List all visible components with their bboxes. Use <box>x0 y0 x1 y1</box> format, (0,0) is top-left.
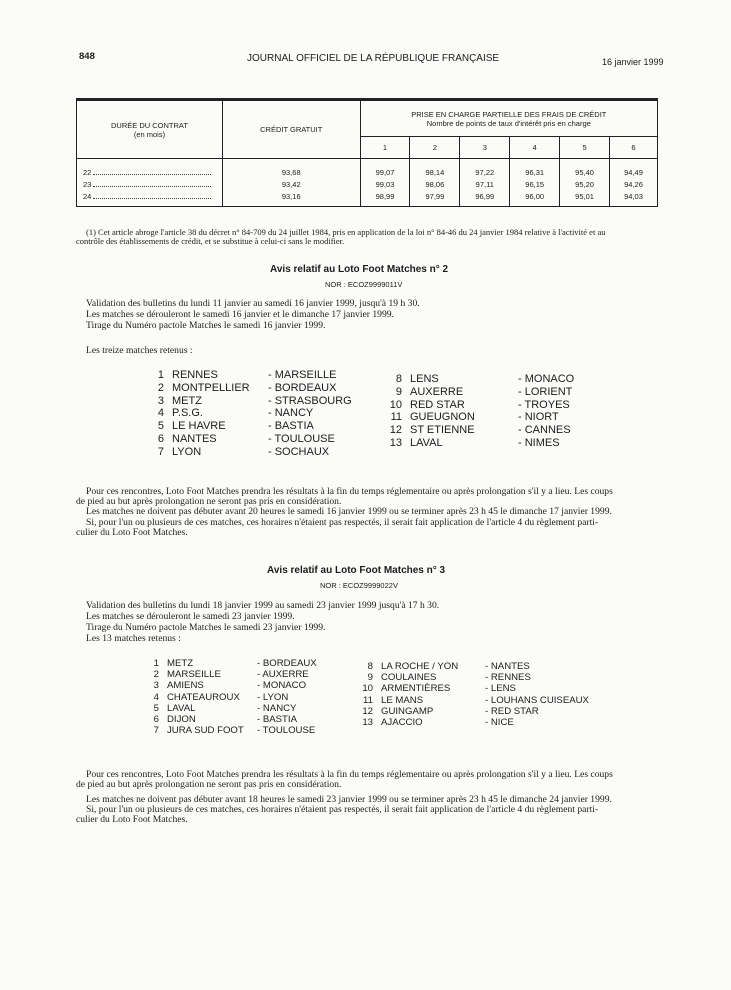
row-value: 95,20 <box>575 180 594 189</box>
match-away-team: - LYON <box>257 691 289 703</box>
avis3-closing-2: de pied au but après prolongation ne seront pas pris en considération. <box>76 779 342 790</box>
match-home-team: RENNES <box>172 369 218 381</box>
match-row <box>362 672 589 683</box>
match-row <box>380 386 574 399</box>
match-row <box>150 725 317 736</box>
match-away-team: - NANCY <box>257 702 297 714</box>
match-away-team: - AUXERRE <box>257 669 309 681</box>
avis3-line-3: Tirage du Numéro pactole Matches le samedi 23 janvier 1999. <box>86 622 326 633</box>
match-row <box>150 658 317 669</box>
match-number: 2 <box>153 669 159 681</box>
match-number: 9 <box>395 385 402 398</box>
avis2-matches-right <box>380 373 574 450</box>
avis2-closing-2: de pied au but après prolongation ne seront pas pris en considération. <box>76 496 342 507</box>
match-number: 1 <box>157 369 164 381</box>
table-row-label <box>77 179 222 191</box>
leader-dots <box>93 168 211 175</box>
avis2-closing-5: culier du Loto Foot Matches. <box>76 527 188 538</box>
match-away-team: - MONACO <box>518 373 575 385</box>
row-value: 99,03 <box>375 180 395 189</box>
match-home-team: GUEUGNON <box>410 411 475 424</box>
point-col-header: 5 <box>560 137 610 159</box>
match-number: 12 <box>362 705 373 717</box>
match-away-team: - STRASBOURG <box>268 394 352 407</box>
avis3-closing-4: Si, pour l'un ou plusieurs de ces matches, ces horaires n'étaient pas respectés, il serait fait application de l'article 4 du règlement parti- <box>86 804 599 815</box>
match-away-team: - MONACO <box>257 680 307 692</box>
match-row <box>362 717 589 728</box>
match-row <box>150 369 352 382</box>
avis2-retenus: Les treize matches retenus : <box>86 345 193 356</box>
match-away-team: - MARSEILLE <box>268 369 337 381</box>
match-number: 13 <box>362 717 373 729</box>
header-prise-label: PRISE EN CHARGE PARTIELLE DES FRAIS DE CRÉDIT <box>411 109 607 119</box>
header-duree-sub: (en mois) <box>133 129 166 139</box>
footnote-line-1: (1) Cet article abroge l'article 38 du décret n° 84-709 du 24 juillet 1984, pris en application de la loi n° 84-46 du 24 janvier 1984 relative à l'activité et au <box>86 227 606 237</box>
row-duration: 22 <box>83 168 92 177</box>
match-home-team: AJACCIO <box>381 717 423 729</box>
match-number: 10 <box>389 398 402 411</box>
duree-cell <box>77 159 223 207</box>
match-number: 4 <box>153 691 159 703</box>
match-home-team: NANTES <box>172 432 217 445</box>
avis3-matches-left <box>150 658 317 736</box>
point-col-cell <box>360 159 410 207</box>
credit-cell <box>222 159 360 207</box>
match-away-team: - CANNES <box>518 424 571 437</box>
match-number: 7 <box>153 725 159 737</box>
match-home-team: LE HAVRE <box>172 420 226 433</box>
avis3-closing-5: culier du Loto Foot Matches. <box>76 814 188 825</box>
match-home-team: LYON <box>172 445 202 458</box>
match-home-team: ARMENTIÈRES <box>381 683 451 695</box>
row-credit: 93,16 <box>281 192 301 201</box>
header-date: 16 janvier 1999 <box>602 57 664 67</box>
row-value: 98,14 <box>425 168 445 177</box>
match-home-team: METZ <box>172 394 202 407</box>
point-col-cell <box>560 159 610 207</box>
match-row <box>362 695 589 706</box>
match-away-team: - NANTES <box>485 661 530 672</box>
header-prise-sub: Nombre de points de taux d'intérêt pris en charge <box>426 118 591 128</box>
match-away-team: - TOULOUSE <box>257 725 316 737</box>
match-home-team: AMIENS <box>167 680 204 692</box>
match-home-team: GUINGAMP <box>381 705 434 717</box>
row-value: 98,99 <box>375 192 395 201</box>
avis3-line-4: Les 13 matches retenus : <box>86 633 181 644</box>
match-away-team: - RED STAR <box>485 705 539 717</box>
match-row <box>380 373 574 386</box>
avis3-nor: NOR : ECOZ9999022V <box>320 581 398 590</box>
point-col-cell <box>460 159 510 207</box>
row-value: 94,49 <box>624 168 643 177</box>
match-row <box>150 395 352 408</box>
row-value: 97,22 <box>475 168 495 177</box>
table-row-label <box>77 191 222 203</box>
match-row <box>362 706 589 717</box>
point-col-header: 4 <box>510 137 560 159</box>
avis3-line-2: Les matches se dérouleront le samedi 23 janvier 1999. <box>86 611 295 622</box>
table-row-label <box>77 167 222 179</box>
avis3-line-1: Validation des bulletins du lundi 18 janvier 1999 au samedi 23 janvier 1999 jusqu'à 17 h 30. <box>86 600 440 611</box>
match-row <box>150 714 317 725</box>
point-col-cell <box>610 159 658 207</box>
match-number: 3 <box>157 394 164 407</box>
match-home-team: JURA SUD FOOT <box>167 725 244 737</box>
header-duree <box>77 101 223 159</box>
row-value: 96,15 <box>525 180 545 189</box>
match-home-team: LAVAL <box>167 702 196 714</box>
match-home-team: CHATEAUROUX <box>167 691 240 703</box>
avis2-closing-1: Pour ces rencontres, Loto Foot Matches prendra les résultats à la fin du temps réglementaire ou après prolongation s'il y a lieu. Les coups <box>86 486 613 497</box>
row-value: 96,00 <box>525 192 545 201</box>
row-value: 96,31 <box>525 168 545 177</box>
match-row <box>150 420 352 433</box>
point-col-header: 3 <box>460 137 510 159</box>
match-row <box>380 399 574 412</box>
row-value: 94,03 <box>624 192 643 201</box>
match-row <box>362 683 589 694</box>
row-value: 96,99 <box>475 192 495 201</box>
match-home-team: LE MANS <box>381 694 424 706</box>
point-col-cell <box>410 159 460 207</box>
avis2-line-3: Tirage du Numéro pactole Matches le samedi 16 janvier 1999. <box>86 320 326 331</box>
avis2-line-2: Les matches se dérouleront le samedi 16 janvier et le dimanche 17 janvier 1999. <box>86 309 394 320</box>
match-row <box>380 437 574 450</box>
avis2-line-1: Validation des bulletins du lundi 11 janvier au samedi 16 janvier 1999, jusqu'à 19 h 30. <box>86 298 420 309</box>
match-row <box>362 661 589 672</box>
avis2-closing-3: Les matches ne doivent pas débuter avant 20 heures le samedi 16 janvier 1999 ou se terminer après 23 h 45 le dimanche 17 janvier 1999. <box>86 506 612 517</box>
avis3-closing-1: Pour ces rencontres, Loto Foot Matches prendra les résultats à la fin du temps réglementaire ou après prolongation s'il y a lieu. Les coups <box>86 769 613 780</box>
point-col-header: 6 <box>610 137 658 159</box>
match-home-team: MONTPELLIER <box>172 381 250 394</box>
match-home-team: RED STAR <box>410 398 465 411</box>
row-value: 98,06 <box>425 180 445 189</box>
credit-table <box>76 100 658 207</box>
match-row <box>150 382 352 395</box>
match-away-team: - BASTIA <box>257 714 297 726</box>
avis3-closing-3: Les matches ne doivent pas débuter avant 18 heures le samedi 23 janvier 1999 ou se terminer après 23 h 45 le dimanche 24 janvier 1999. <box>86 794 612 805</box>
match-number: 11 <box>363 694 373 706</box>
match-row <box>150 680 317 691</box>
row-duration: 23 <box>83 180 92 189</box>
match-row <box>150 407 352 420</box>
match-away-team: - TOULOUSE <box>268 432 335 445</box>
avis2-title: Avis relatif au Loto Foot Matches n° 2 <box>270 264 449 275</box>
match-number: 2 <box>157 381 164 394</box>
match-away-team: - LENS <box>485 683 516 695</box>
match-row <box>150 446 352 459</box>
match-home-team: DIJON <box>167 714 196 726</box>
match-home-team: LA ROCHE / YON <box>381 661 459 672</box>
match-row <box>380 411 574 424</box>
match-number: 12 <box>389 424 402 437</box>
match-away-team: - SOCHAUX <box>268 445 330 458</box>
row-credit: 93,68 <box>281 168 301 177</box>
match-away-team: - BASTIA <box>268 420 314 433</box>
match-home-team: AUXERRE <box>410 385 464 398</box>
row-value: 97,99 <box>425 192 445 201</box>
leader-dots <box>93 192 211 199</box>
footnote-line-2: contrôle des établissements de crédit, et se substitue à celui-ci sans le modifier. <box>76 236 345 246</box>
match-row <box>150 692 317 703</box>
row-value: 97,11 <box>475 180 494 189</box>
match-number: 10 <box>362 683 373 695</box>
avis3-title: Avis relatif au Loto Foot Matches n° 3 <box>267 565 446 576</box>
match-number: 1 <box>153 658 159 669</box>
match-away-team: - NANCY <box>268 407 314 420</box>
match-home-team: LAVAL <box>410 436 443 449</box>
match-number: 8 <box>367 661 373 672</box>
row-duration: 24 <box>83 192 92 201</box>
point-col-header: 2 <box>410 137 460 159</box>
match-away-team: - NIMES <box>518 436 560 449</box>
match-number: 5 <box>153 702 159 714</box>
match-away-team: - LORIENT <box>518 385 573 398</box>
row-value: 99,07 <box>375 168 395 177</box>
match-away-team: - TROYES <box>518 398 570 411</box>
match-number: 11 <box>390 411 402 424</box>
avis3-matches-right <box>362 661 589 728</box>
avis2-nor: NOR : ECOZ9999011V <box>325 280 403 289</box>
leader-dots <box>93 180 211 187</box>
journal-title: JOURNAL OFFICIEL DE LA RÉPUBLIQUE FRANÇAISE <box>247 53 500 64</box>
match-away-team: - BORDEAUX <box>268 381 337 394</box>
match-home-team: MARSEILLE <box>167 669 221 681</box>
match-home-team: P.S.G. <box>172 407 203 420</box>
match-home-team: METZ <box>167 658 194 669</box>
match-number: 3 <box>153 680 159 692</box>
match-row <box>150 703 317 714</box>
row-value: 94,26 <box>624 180 643 189</box>
match-number: 6 <box>153 714 159 726</box>
match-away-team: - NIORT <box>518 411 559 424</box>
header-prise <box>360 101 657 137</box>
match-away-team: - LOUHANS CUISEAUX <box>485 694 589 706</box>
match-row <box>150 433 352 446</box>
avis2-closing-4: Si, pour l'un ou plusieurs de ces matches, ces horaires n'étaient pas respectés, il serait fait application de l'article 4 du règlement parti- <box>86 517 599 528</box>
match-number: 9 <box>367 672 373 684</box>
row-credit: 93,42 <box>281 180 301 189</box>
match-row <box>380 424 574 437</box>
point-col-cell <box>510 159 560 207</box>
match-row <box>150 669 317 680</box>
match-away-team: - BORDEAUX <box>257 658 317 669</box>
row-value: 95,01 <box>575 192 594 201</box>
match-away-team: - NICE <box>485 717 514 729</box>
match-home-team: LENS <box>410 373 439 385</box>
match-away-team: - RENNES <box>485 672 531 684</box>
match-number: 7 <box>157 445 164 458</box>
match-number: 13 <box>389 436 402 449</box>
header-credit: CRÉDIT GRATUIT <box>222 101 360 159</box>
header-duree-label: DURÉE DU CONTRAT <box>110 120 188 130</box>
match-number: 8 <box>395 373 402 385</box>
match-number: 5 <box>157 420 164 433</box>
match-number: 4 <box>157 407 164 420</box>
page-number: 848 <box>79 51 95 62</box>
point-col-header: 1 <box>360 137 410 159</box>
avis2-matches-left <box>150 369 352 459</box>
match-home-team: COULAINES <box>381 672 437 684</box>
match-number: 6 <box>157 432 164 445</box>
row-value: 95,40 <box>575 168 594 177</box>
match-home-team: ST ETIENNE <box>410 424 475 437</box>
